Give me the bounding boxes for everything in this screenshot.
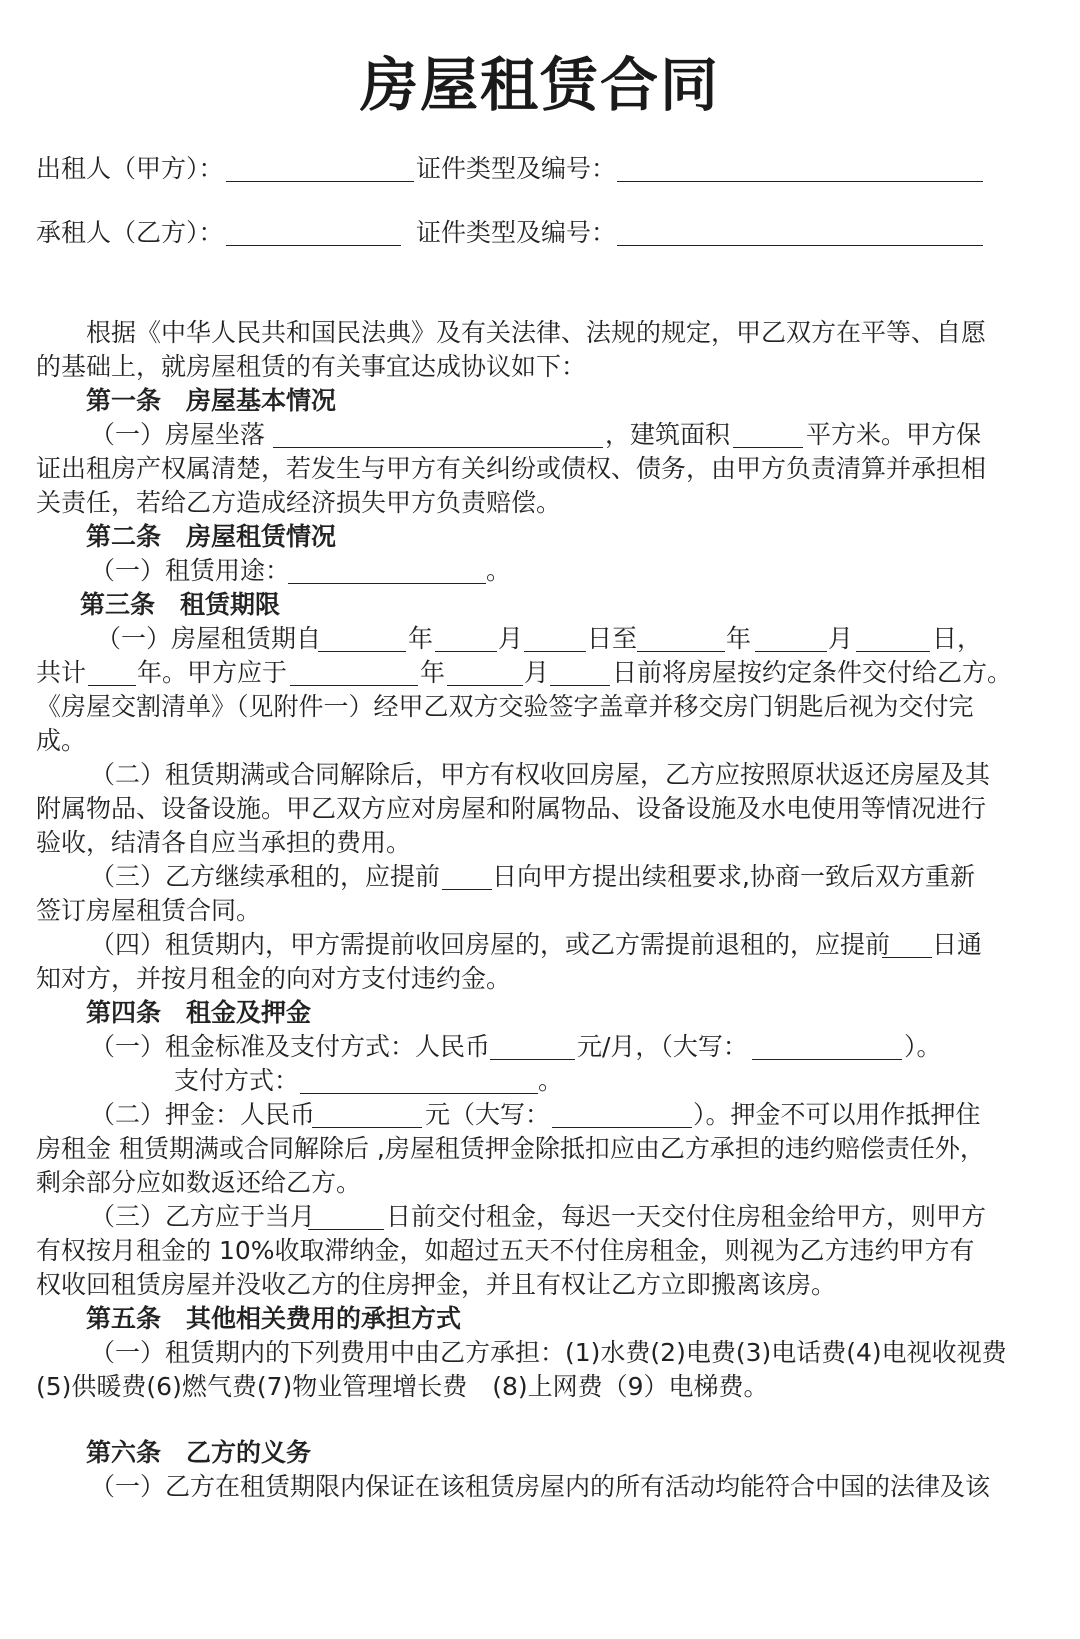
usage-blank: [288, 582, 486, 584]
article-3-line-3: 《房屋交割清单》（见附件一）经甲乙双方交验签字盖章并移交房门钥匙后视为交付完: [36, 692, 974, 721]
usage-end: 。: [486, 556, 512, 585]
lessor-label: 出租人（甲方）：: [36, 154, 224, 183]
rent-label: （一）租金标准及支付方式：人民币: [90, 1032, 491, 1061]
deposit-words-blank: [552, 1126, 692, 1128]
deposit-line-3: 剩余部分应如数返还给乙方。: [36, 1168, 362, 1197]
payment-method-blank: [300, 1092, 538, 1094]
lessor-id-blank: [617, 180, 983, 182]
area-unit: 平方米。甲方保: [806, 420, 982, 449]
deposit-label: （二）押金：人民币: [90, 1100, 316, 1129]
lessee-id-blank: [617, 244, 983, 246]
article-4-heading: 第四条 租金及押金: [86, 998, 312, 1027]
total-label: 共计: [36, 658, 87, 687]
article-3-item-2-line-3: 验收，结清各自应当承担的费用。: [36, 828, 412, 857]
start-month-text: 月: [498, 624, 524, 653]
notice-text: 日通: [932, 930, 983, 959]
area-blank: [733, 446, 803, 448]
payment-day-text: 日前交付租金，每迟一天交付住房租金给甲方，则甲方: [386, 1202, 987, 1231]
late-fee-line-2: 权收回租赁房屋并没收乙方的住房押金，并且有权让乙方立即搬离该房。: [36, 1270, 837, 1299]
article-1-line-3: 关责任，若给乙方造成经济损失甲方负责赔偿。: [36, 488, 562, 517]
deposit-amount-blank: [312, 1126, 422, 1128]
article-6-heading: 第六条 乙方的义务: [86, 1438, 312, 1467]
lessor-id-label: 证件类型及编号：: [416, 154, 617, 183]
article-6-item-1: （一）乙方在租赁期限内保证在该租赁房屋内的所有活动均能符合中国的法律及该: [90, 1472, 991, 1501]
deliver-year-text: 年: [420, 658, 446, 687]
article-3-item-2-line-1: （二）租赁期满或合同解除后，甲方有权收回房屋，乙方应按照原状返还房屋及其: [90, 760, 991, 789]
deposit-line-2: 房租金 租赁期满或合同解除后 ,房屋租赁押金除抵扣应由乙方承担的违约赔偿责任外，: [36, 1134, 985, 1163]
preamble-line-1: 根据《中华人民共和国民法典》及有关法律、法规的规定，甲乙双方在平等、自愿: [86, 318, 987, 347]
usage-label: （一）租赁用途：: [90, 556, 291, 585]
deliver-label: 年。甲方应于: [137, 658, 288, 687]
start-year-blank: [318, 650, 406, 652]
article-1-line-2: 证出租房产权属清楚，若发生与甲方有关纠纷或债权、债务，由甲方负责清算并承担相: [36, 454, 987, 483]
start-day-blank: [524, 650, 586, 652]
deliver-month-blank: [447, 684, 523, 686]
rent-end: ）。: [904, 1032, 942, 1061]
article-3-item-2-line-2: 附属物品、设备设施。甲乙双方应对房屋和附属物品、设备设施及水电使用等情况进行: [36, 794, 987, 823]
article-2-heading: 第二条 房屋租赁情况: [86, 522, 337, 551]
rent-amount-blank: [490, 1058, 575, 1060]
rent-words-blank: [752, 1058, 902, 1060]
payment-day-label: （三）乙方应于当月: [90, 1202, 316, 1231]
page-title: 房屋租赁合同: [359, 51, 720, 119]
lessee-label: 承租人（乙方）：: [36, 218, 224, 247]
late-fee-line: 有权按月租金的 10%收取滞纳金，如超过五天不付住房租金，则视为乙方违约甲方有: [36, 1236, 975, 1265]
deliver-month-text: 月: [524, 658, 550, 687]
article-5-heading: 第五条 其他相关费用的承担方式: [86, 1304, 462, 1333]
payment-method-label: 支付方式：: [174, 1066, 300, 1095]
deliver-text: 日前将房屋按约定条件交付给乙方。: [612, 658, 1013, 687]
total-years-blank: [88, 684, 136, 686]
renewal-label: （三）乙方继续承租的，应提前: [90, 862, 441, 891]
end-day-blank: [856, 650, 930, 652]
deliver-day-blank: [550, 684, 610, 686]
lessee-name-blank: [226, 244, 401, 246]
location-blank: [273, 446, 603, 448]
deposit-text: ）。押金不可以用作抵押住: [693, 1100, 981, 1129]
term-label: （一）房屋租赁期自: [96, 624, 322, 653]
area-label: ，建筑面积: [605, 420, 731, 449]
article-3-heading: 第三条 租赁期限: [80, 590, 281, 619]
start-year-text: 年: [408, 624, 434, 653]
rent-unit-text: 元/月，（大写：: [577, 1032, 748, 1061]
start-month-blank: [435, 650, 497, 652]
end-year-blank: [637, 650, 725, 652]
article-1-item-1-label: （一）房屋坐落: [90, 420, 266, 449]
payment-day-blank: [308, 1228, 384, 1230]
end-month-text: 月: [828, 624, 854, 653]
renewal-line-2: 签订房屋租赁合同。: [36, 896, 262, 925]
end-year-text: 年: [726, 624, 752, 653]
notice-days-blank: [882, 956, 932, 958]
renewal-days-blank: [442, 888, 492, 890]
lessor-name-blank: [226, 180, 414, 182]
payment-method-end: 。: [538, 1066, 564, 1095]
early-termination-line-2: 知对方，并按月租金的向对方支付违约金。: [36, 964, 512, 993]
end-month-blank: [755, 650, 827, 652]
article-1-heading: 第一条 房屋基本情况: [86, 386, 337, 415]
preamble-line-2: 的基础上，就房屋租赁的有关事宜达成协议如下：: [36, 352, 587, 381]
fees-line-2: (5)供暖费(6)燃气费(7)物业管理增长费 (8)上网费（9）电梯费。: [36, 1372, 769, 1401]
fees-line-1: （一）租赁期内的下列费用中由乙方承担：(1)水费(2)电费(3)电话费(4)电视收视费: [90, 1338, 1007, 1367]
to-text: 日至: [587, 624, 638, 653]
lessee-id-label: 证件类型及编号：: [416, 218, 617, 247]
deliver-year-blank: [290, 684, 418, 686]
early-termination-label: （四）租赁期内，甲方需提前收回房屋的，或乙方需提前退租的，应提前: [90, 930, 891, 959]
renewal-text: 日向甲方提出续租要求,协商一致后双方重新: [492, 862, 975, 891]
end-day-text: 日，: [932, 624, 983, 653]
deposit-words-label: 元（大写：: [425, 1100, 551, 1129]
article-3-line-4: 成。: [36, 726, 87, 755]
